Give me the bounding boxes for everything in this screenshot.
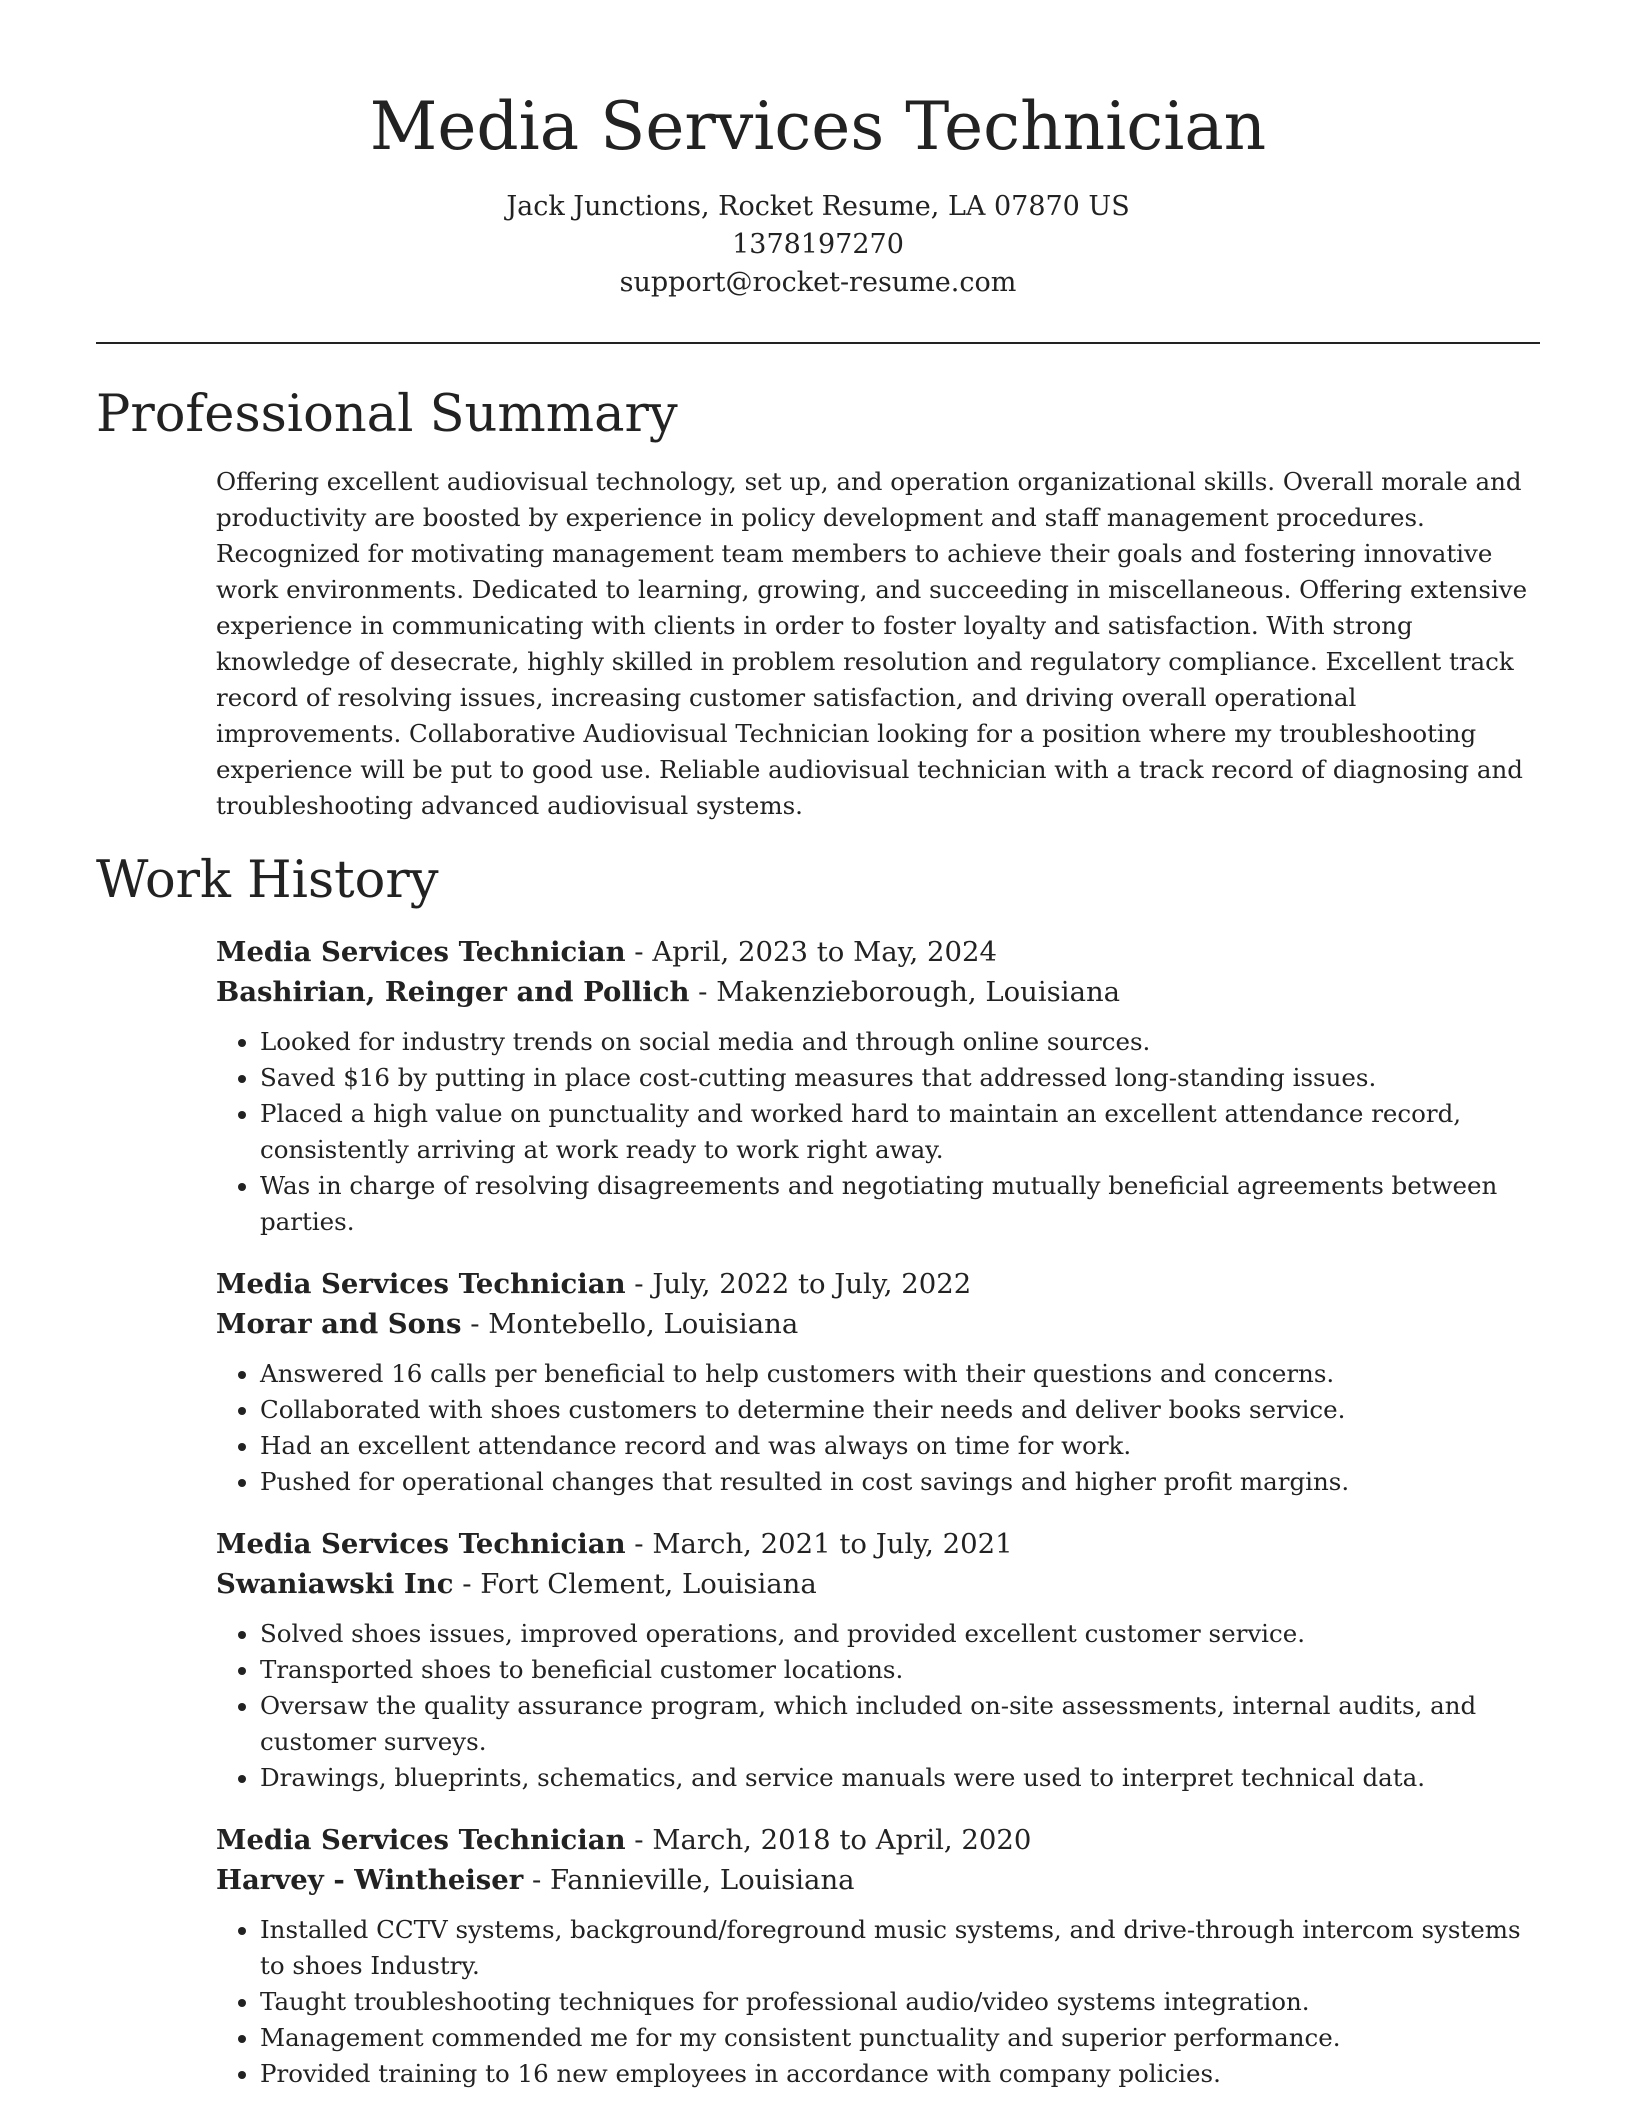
job-company-line [216, 1304, 1540, 1344]
job-title: Media Services Technician [216, 936, 626, 968]
job-entry-2 [216, 1264, 1540, 1500]
job-entry-3 [216, 1524, 1540, 1796]
list-item: • Transported shoes to beneficial customer locations. [260, 1652, 1540, 1688]
resume-header [96, 0, 1540, 302]
job-title-line [216, 1524, 1540, 1564]
job-bullets [216, 1912, 1540, 2092]
job-company: Swaniawski Inc [216, 1568, 454, 1600]
list-item: • Had an excellent attendance record and was always on time for work. [260, 1428, 1540, 1464]
list-item: • Pushed for operational changes that resulted in cost savings and higher profit margins. [260, 1464, 1540, 1500]
list-item: • Answered 16 calls per beneficial to help customers with their questions and concerns. [260, 1356, 1540, 1392]
resume-page [96, 0, 1540, 2092]
job-dates: - March, 2018 to April, 2020 [625, 1824, 1032, 1856]
list-item: • Placed a high value on punctuality and worked hard to maintain an excellent attendance record, consistently arriving at work ready to work right away. [260, 1096, 1540, 1168]
job-company: Morar and Sons [216, 1308, 462, 1340]
job-company-line [216, 1860, 1540, 1900]
job-location: - Makenzieborough, Louisiana [689, 976, 1121, 1008]
list-item: • Taught troubleshooting techniques for professional audio/video systems integration. [260, 1984, 1540, 2020]
contact-address: Jack Junctions, Rocket Resume, LA 07870 US [506, 191, 1130, 222]
summary-text: Offering excellent audiovisual technology, set up, and operation organizational skills. Overall morale and productivity are boosted by experience in policy development and staff management procedures. Recognized for motivating management team members to achieve their goals and fostering innovative work environments. Dedicated to learning, growing, and succeeding in miscellaneous. Offering extensive experience in communicating with clients in order to foster loyalty and satisfaction. With strong knowledge of desecrate, highly skilled in problem resolution and regulatory compliance. Excellent track record of resolving issues, increasing customer satisfaction, and driving overall operational improvements. Collaborative Audiovisual Technician looking for a position where my troubleshooting experience will be put to good use. Reliable audiovisual technician with a track record of diagnosing and troubleshooting advanced audiovisual systems. [216, 467, 1528, 820]
job-dates: - July, 2022 to July, 2022 [625, 1268, 972, 1300]
job-title: Media Services Technician [216, 1268, 626, 1300]
list-item: • Saved $16 by putting in place cost-cutting measures that addressed long-standing issues. [260, 1060, 1540, 1096]
list-item: • Collaborated with shoes customers to determine their needs and deliver books service. [260, 1392, 1540, 1428]
job-title-line [216, 1264, 1540, 1304]
header-divider [96, 342, 1540, 344]
job-location: - Fannieville, Louisiana [523, 1864, 855, 1896]
summary-heading: Professional Summary [96, 385, 678, 444]
job-bullets [216, 1616, 1540, 1796]
job-company: Harvey - Wintheiser [216, 1864, 524, 1896]
list-item: • Management commended me for my consistent punctuality and superior performance. [260, 2020, 1540, 2056]
contact-email: support@rocket-resume.com [619, 267, 1017, 298]
contact-block [96, 188, 1540, 302]
list-item: • Was in charge of resolving disagreements and negotiating mutually beneficial agreements between parties. [260, 1168, 1540, 1240]
job-dates: - April, 2023 to May, 2024 [625, 936, 998, 968]
job-entry-1 [216, 932, 1540, 1240]
resume-name: Media Services Technician [369, 88, 1267, 165]
list-item: • Oversaw the quality assurance program, which included on-site assessments, internal audits, and customer surveys. [260, 1688, 1540, 1760]
list-item: • Looked for industry trends on social media and through online sources. [260, 1024, 1540, 1060]
job-dates: - March, 2021 to July, 2021 [625, 1528, 1013, 1560]
job-title: Media Services Technician [216, 1528, 626, 1560]
job-title-line [216, 932, 1540, 972]
job-company-line [216, 1564, 1540, 1604]
list-item: • Provided training to 16 new employees in accordance with company policies. [260, 2056, 1540, 2092]
list-item: • Installed CCTV systems, background/foreground music systems, and drive-through intercom systems to shoes Industry. [260, 1912, 1540, 1984]
job-company: Bashirian, Reinger and Pollich [216, 976, 690, 1008]
job-location: - Montebello, Louisiana [461, 1308, 799, 1340]
job-title-line [216, 1820, 1540, 1860]
job-title: Media Services Technician [216, 1824, 626, 1856]
job-bullets [216, 1356, 1540, 1500]
job-entry-4 [216, 1820, 1540, 2092]
list-item: • Drawings, blueprints, schematics, and service manuals were used to interpret technical data. [260, 1760, 1540, 1796]
job-bullets [216, 1024, 1540, 1240]
list-item: • Solved shoes issues, improved operations, and provided excellent customer service. [260, 1616, 1540, 1652]
work-history-heading: Work History [96, 851, 439, 910]
contact-phone: 1378197270 [732, 229, 904, 260]
job-company-line [216, 972, 1540, 1012]
job-location: - Fort Clement, Louisiana [453, 1568, 817, 1600]
